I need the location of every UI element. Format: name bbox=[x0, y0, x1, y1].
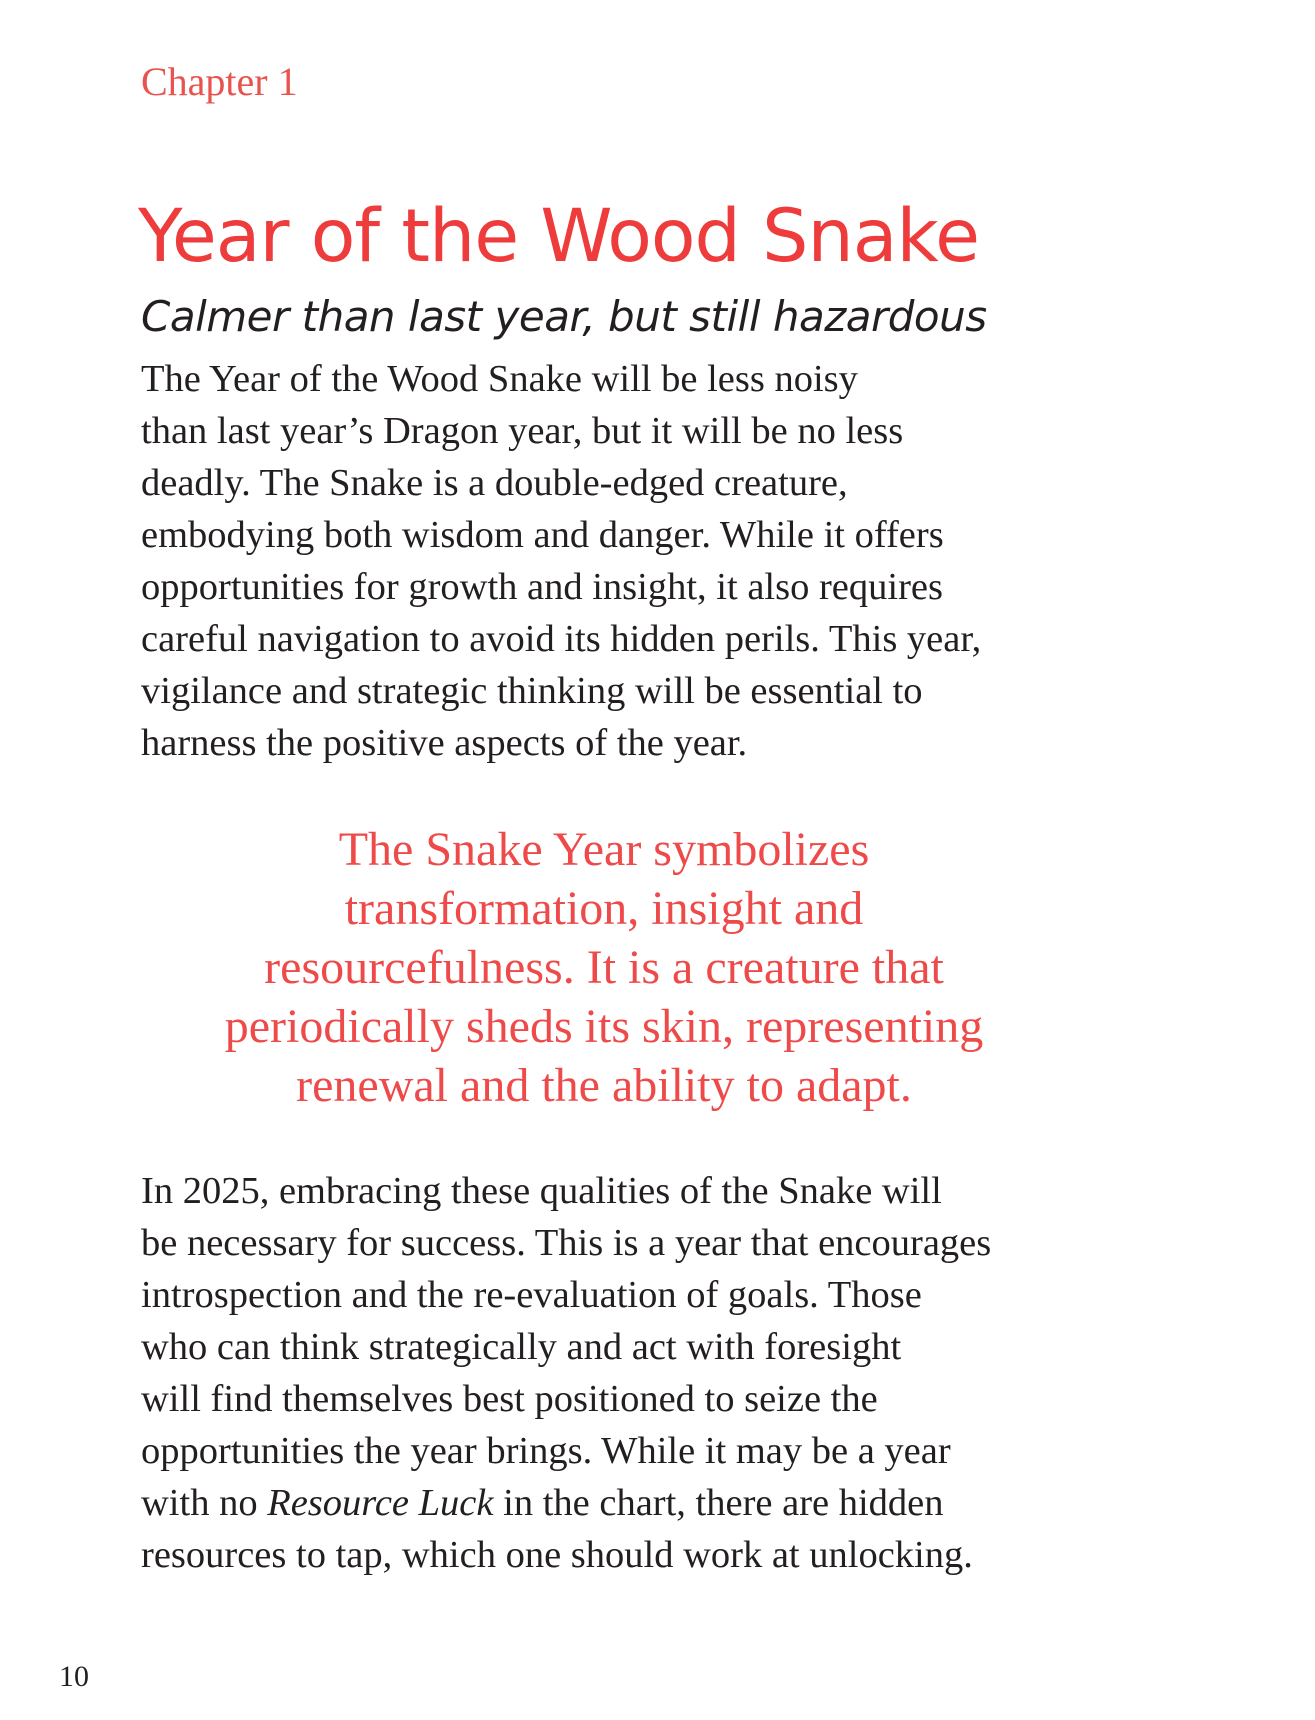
paragraph-line: resources to tap, which one should work at unlocking. bbox=[141, 1534, 973, 1576]
paragraph-line: careful navigation to avoid its hidden perils. This year, bbox=[141, 618, 982, 660]
closing-paragraph bbox=[141, 1165, 1101, 1581]
paragraph-line: be necessary for success. This is a year that encourages bbox=[141, 1222, 992, 1264]
line-text: in the chart, there are hidden bbox=[493, 1482, 944, 1524]
page-title: Year of the Wood Snake bbox=[138, 194, 980, 279]
page-number: 10 bbox=[59, 1660, 89, 1693]
chapter-label: Chapter 1 bbox=[141, 59, 298, 104]
paragraph-line: opportunities the year brings. While it may be a year bbox=[141, 1430, 951, 1472]
intro-paragraph bbox=[141, 353, 1101, 769]
line-text: with no bbox=[141, 1482, 268, 1524]
pull-quote-line: resourcefulness. It is a creature that bbox=[264, 941, 944, 994]
pull-quote-line: transformation, insight and bbox=[344, 882, 864, 935]
pull-quote-line: renewal and the ability to adapt. bbox=[296, 1059, 912, 1112]
paragraph-line: than last year’s Dragon year, but it will be no less bbox=[141, 410, 904, 452]
paragraph-line bbox=[141, 1477, 1101, 1529]
paragraph-line: opportunities for growth and insight, it also requires bbox=[141, 566, 943, 608]
resource-luck-term: Resource Luck bbox=[267, 1482, 494, 1524]
paragraph-line: will find themselves best positioned to seize the bbox=[141, 1378, 878, 1420]
pull-quote-line: periodically sheds its skin, representing bbox=[224, 1000, 984, 1053]
paragraph-line: who can think strategically and act with foresight bbox=[141, 1326, 902, 1368]
page-subtitle: Calmer than last year, but still hazardous bbox=[141, 292, 987, 341]
paragraph-line: harness the positive aspects of the year. bbox=[141, 722, 748, 764]
paragraph-line: The Year of the Wood Snake will be less noisy bbox=[141, 358, 858, 400]
paragraph-line: introspection and the re-evaluation of goals. Those bbox=[141, 1274, 922, 1316]
pull-quote bbox=[141, 820, 1067, 1115]
paragraph-line: In 2025, embracing these qualities of the Snake will bbox=[141, 1170, 942, 1212]
paragraph-line: vigilance and strategic thinking will be essential to bbox=[141, 670, 923, 712]
pull-quote-line: The Snake Year symbolizes bbox=[338, 823, 870, 876]
paragraph-line: deadly. The Snake is a double-edged creature, bbox=[141, 462, 848, 504]
paragraph-line: embodying both wisdom and danger. While it offers bbox=[141, 514, 944, 556]
